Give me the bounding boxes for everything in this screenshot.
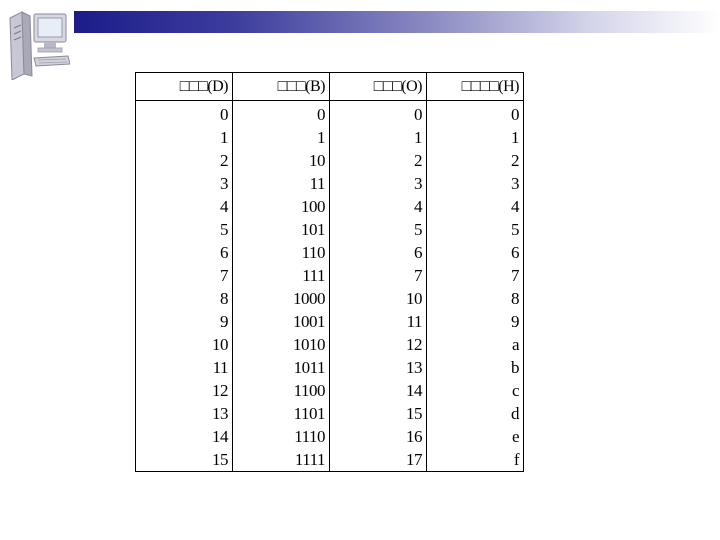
table-body [136,101,524,472]
table-row [136,333,524,356]
octal-cell: 14 [330,379,427,402]
table-row [136,356,524,379]
decimal-cell: 14 [136,425,233,448]
decimal-cell: 12 [136,379,233,402]
decimal-cell: 7 [136,264,233,287]
title-banner [74,11,720,33]
octal-cell: 6 [330,241,427,264]
table-row [136,287,524,310]
hex-cell: 8 [427,287,524,310]
hex-cell: 7 [427,264,524,287]
binary-cell: 1100 [233,379,330,402]
binary-cell: 1001 [233,310,330,333]
hex-cell: 0 [427,101,524,127]
table-row [136,241,524,264]
hex-column-header: □□□□(H) [427,73,524,101]
decimal-cell: 15 [136,448,233,472]
table-row [136,195,524,218]
octal-cell: 17 [330,448,427,472]
decimal-cell: 0 [136,101,233,127]
octal-cell: 10 [330,287,427,310]
octal-cell: 13 [330,356,427,379]
binary-cell: 1111 [233,448,330,472]
decimal-cell: 10 [136,333,233,356]
decimal-cell: 6 [136,241,233,264]
table-row [136,149,524,172]
number-base-table [135,72,524,472]
decimal-cell: 4 [136,195,233,218]
hex-cell: 1 [427,126,524,149]
octal-cell: 2 [330,149,427,172]
decimal-cell: 13 [136,402,233,425]
octal-cell: 1 [330,126,427,149]
table-row [136,264,524,287]
hex-cell: e [427,425,524,448]
binary-cell: 1 [233,126,330,149]
decimal-cell: 2 [136,149,233,172]
decimal-cell: 1 [136,126,233,149]
binary-column-header: □□□(B) [233,73,330,101]
octal-cell: 5 [330,218,427,241]
octal-cell: 0 [330,101,427,127]
table-header-row [136,73,524,101]
binary-cell: 11 [233,172,330,195]
hex-cell: 9 [427,310,524,333]
hex-cell: b [427,356,524,379]
binary-cell: 110 [233,241,330,264]
table-row [136,379,524,402]
binary-cell: 10 [233,149,330,172]
table-row [136,310,524,333]
binary-cell: 111 [233,264,330,287]
table-row [136,448,524,472]
table-row [136,218,524,241]
decimal-cell: 5 [136,218,233,241]
hex-cell: 4 [427,195,524,218]
octal-cell: 11 [330,310,427,333]
octal-cell: 16 [330,425,427,448]
table-row [136,172,524,195]
decimal-column-header: □□□(D) [136,73,233,101]
hex-cell: d [427,402,524,425]
decimal-cell: 9 [136,310,233,333]
binary-cell: 0 [233,101,330,127]
hex-cell: c [427,379,524,402]
binary-cell: 100 [233,195,330,218]
binary-cell: 1110 [233,425,330,448]
decimal-cell: 8 [136,287,233,310]
binary-cell: 1000 [233,287,330,310]
octal-cell: 7 [330,264,427,287]
octal-cell: 12 [330,333,427,356]
binary-cell: 1010 [233,333,330,356]
hex-cell: 6 [427,241,524,264]
octal-column-header: □□□(O) [330,73,427,101]
decimal-cell: 11 [136,356,233,379]
binary-cell: 1011 [233,356,330,379]
binary-cell: 101 [233,218,330,241]
table-row [136,425,524,448]
table-row [136,101,524,127]
computer-icon [6,4,70,80]
octal-cell: 3 [330,172,427,195]
hex-cell: f [427,448,524,472]
hex-cell: 3 [427,172,524,195]
hex-cell: 2 [427,149,524,172]
hex-cell: 5 [427,218,524,241]
hex-cell: a [427,333,524,356]
table-row [136,126,524,149]
decimal-cell: 3 [136,172,233,195]
octal-cell: 15 [330,402,427,425]
octal-cell: 4 [330,195,427,218]
table-row [136,402,524,425]
binary-cell: 1101 [233,402,330,425]
